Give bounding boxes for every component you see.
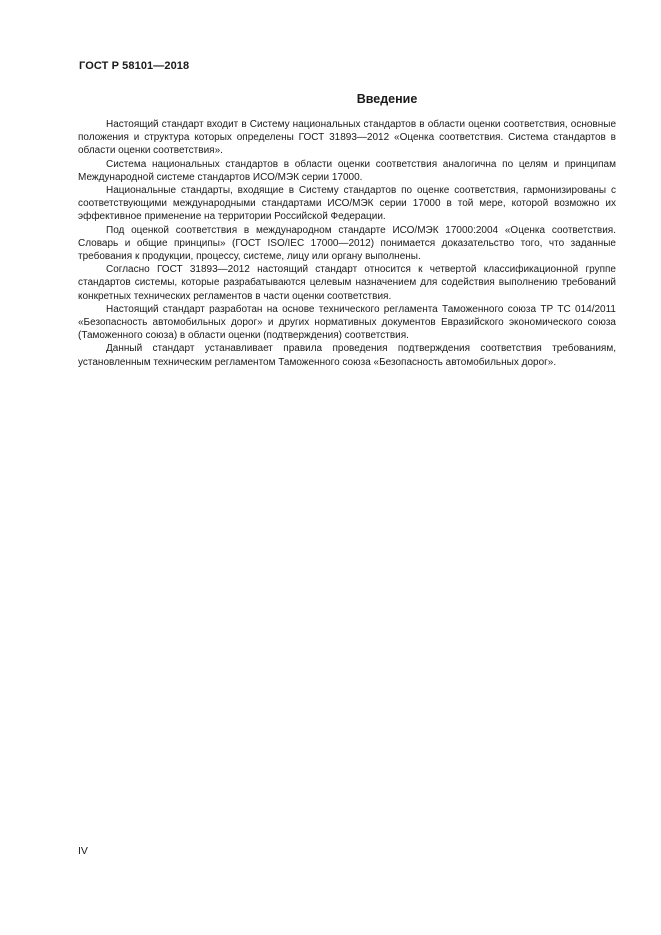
section-title: Введение <box>356 92 418 106</box>
paragraph-5: Согласно ГОСТ 31893—2012 настоящий стандарт относится к четвертой классификационной группе стандартов системы, которые разрабатываются целевым назначением для содействия выполнению требований конкретных технических регламентов в части оценки соответствия. <box>78 264 616 302</box>
paragraph-7: Данный стандарт устанавливает правила проведения подтверждения соответствия требованиям, установленным техническим регламентом Таможенного союза «Безопасность автомобильных дорог». <box>78 343 616 368</box>
paragraph-6: Настоящий стандарт разработан на основе технического регламента Таможенного союза ТР ТС 014/2011 «Безопасность автомобильных дорог» и других нормативных документов Евразийского экономического союза (Таможенного союза) в области оценки (подтверждения) соответствия. <box>78 303 616 342</box>
document-code-header: ГОСТ Р 58101—2018 <box>79 60 190 72</box>
paragraph-2: Система национальных стандартов в области оценки соответствия аналогична по целям и принципам Международной системе стандартов ИСО/МЭК серии 17000. <box>78 158 616 183</box>
introduction-body <box>78 118 616 369</box>
page-number: IV <box>78 845 88 857</box>
paragraph-4: Под оценкой соответствия в международном стандарте ИСО/МЭК 17000:2004 «Оценка соответствия. Словарь и общие принципы» (ГОСТ ISO/IEC 17000—2012) понимается доказательство того, что заданные требования к продукции, процессу, системе, лицу или органу выполнены. <box>78 224 616 263</box>
paragraph-1: Настоящий стандарт входит в Систему национальных стандартов в области оценки соответствия, основные положения и структура которых определены ГОСТ 31893—2012 «Оценка соответствия. Система стандартов в области оценки соответствия». <box>78 119 616 157</box>
paragraph-3: Национальные стандарты, входящие в Систему стандартов по оценке соответствия, гармонизированы с соответствующими международными стандартами ИСО/МЭК серии 17000 в той мере, которой возможно их эффективное применение на территории Российской Федерации. <box>78 185 616 223</box>
